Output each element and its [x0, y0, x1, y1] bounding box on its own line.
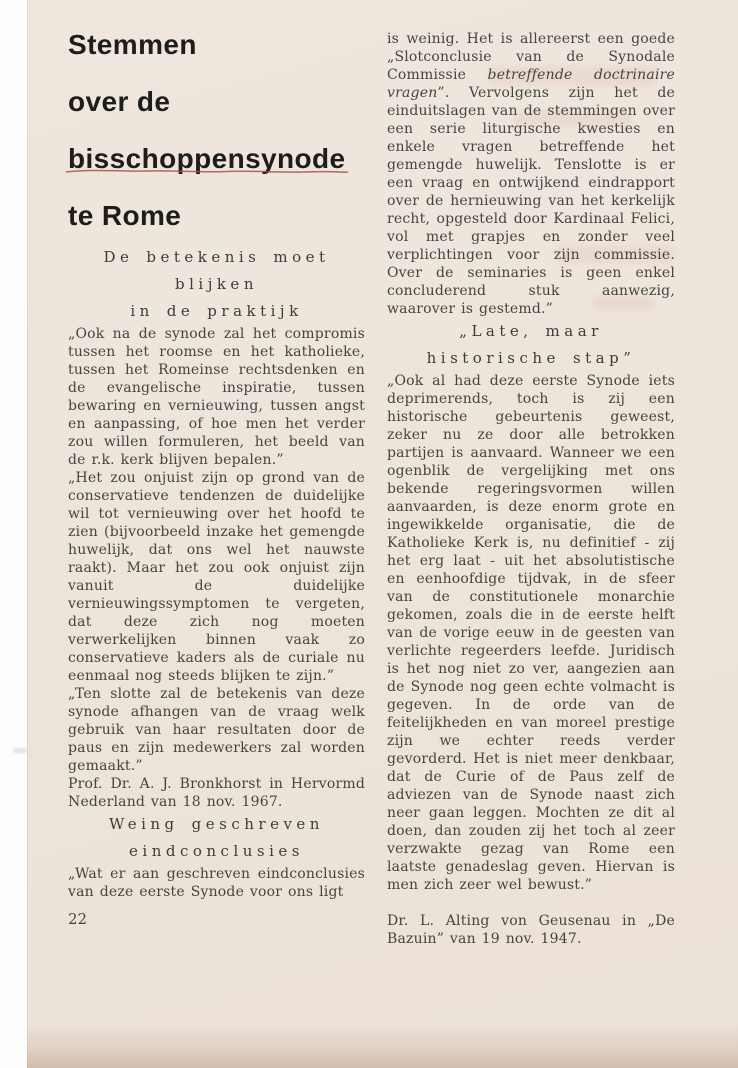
section-heading-line: in de praktijk: [130, 302, 303, 320]
red-underline-mark: [65, 166, 349, 176]
title-line: Stemmen: [68, 29, 197, 60]
right-column: [387, 28, 675, 948]
attribution-bronkhorst: Prof. Dr. A. J. Bronkhorst in Hervormd Nederland van 18 nov. 1967.: [68, 776, 365, 810]
page-surface: [27, 0, 738, 1068]
section-heading-line: eindconclusies: [129, 842, 304, 860]
title-line-underlined: [68, 130, 365, 187]
paragraph: „Ook al had deze eerste Synode iets deprimerends, toch is zij een historische gebeurtenis geweest, zeker nu ze door alle betrokken partijen is aanvaard. Wanneer we een ogenblik de vergelijking met ons bekende regeringsvormen willen aanvaarden, is deze enorm grote en ingewikkelde organisatie, die de Katholieke Kerk is, nu definitief - zij het erg laat - uit het absolutistische en eenhoofdige tijdvak, in de sfeer van de constitutionele monarchie gekomen, zoals die in de eerste helft van de vorige eeuw in de geesten van verlichte regeerders leefde. Juridisch is het nog niet zo ver, aangezien aan de Synode nog geen echte volmacht is gegeven. In de orde van de feitelijkheden en van moreel prestige zijn we echter reeds verder gevorderd. Het is niet meer denkbaar, dat de Curie of de Paus zelf de adviezen van de Synode naast zich neer gaan leggen. Mochten ze dit al doen, dan zouden zij het toch al zeer verzwakte gezag van Rome een laatste genadeslag geven. Hiervan is men zich zeer wel bewust.”: [387, 373, 675, 893]
paragraph-text: ”. Vervolgens zijn het de einduitslagen van de stemmingen over een serie liturgische kwesties en enkele vragen betreffende het gemengde huwelijk. Tenslotte is er een vraag en ontwijkend eindrapport over de hernieuwing van het kerkelijk recht, opgesteld door Kardinaal Felici, vol met grapjes en zonder veel verplichtingen voor zijn commissie. Over de seminaries is geen enkel concluderend stuk aanwezig, waarover is gestemd.”: [387, 85, 675, 317]
italic-phrase: betreffende doctrinaire vragen: [387, 67, 675, 101]
section-heading-line: Weing geschreven: [109, 815, 324, 833]
page-number: 22: [68, 910, 88, 928]
title-line: bisschoppensynode: [68, 143, 346, 174]
section-heading-eindconclusies: [68, 811, 365, 865]
title-line: te Rome: [68, 200, 182, 231]
attribution-geusenau: Dr. L. Alting von Geusenau in „De Bazuin” van 19 nov. 1947.: [387, 913, 675, 947]
section-heading-line: De betekenis moet blijken: [103, 248, 330, 293]
section-heading-betekenis: [68, 244, 365, 325]
section-heading-line: historische stap”: [426, 349, 636, 367]
section-heading-line: „Late, maar: [459, 322, 603, 340]
scan-speck: [13, 748, 27, 753]
paragraph: „Wat er aan geschreven eindconclusies van deze eerste Synode voor ons ligt: [68, 866, 365, 900]
paragraph-continuation: [387, 30, 675, 318]
paragraph: „Ook na de synode zal het compromis tussen het roomse en het katholieke, tussen het Romeinse rechtsdenken en de evangelische inspiratie, tussen bewaring en vernieuwing, tussen angst en aanpassing, of hoe men het verder zou willen formuleren, het beeld van de r.k. kerk blijven bepalen.”: [68, 326, 365, 468]
two-column-layout: [27, 0, 738, 948]
page-bottom-shadow: [27, 1024, 738, 1068]
paragraph-text: is weinig. Het is allereerst een goede „Slotconclusie van de Synodale Commissie: [387, 31, 675, 83]
article-title: [68, 16, 365, 244]
paragraph: „Ten slotte zal de betekenis van deze synode afhangen van de vraag welk gebruik van haar resultaten door de paus en zijn medewerkers zal worden gemaakt.”: [68, 686, 365, 774]
title-line: over de: [68, 86, 171, 117]
section-heading-late-maar: [387, 318, 675, 372]
paragraph: „Het zou onjuist zijn op grond van de conservatieve tendenzen de duidelijke wil tot vernieuwing over het hoofd te zien (bijvoorbeeld inzake het gemengde huwelijk, dat ons wel het nauwste raakt). Maar het zou ook onjuist zijn vanuit de duidelijke vernieuwingssymptomen te vergeten, dat deze zich nog moeten verwerkelijken binnen vaak zo conservatieve kaders als de curiale nu eenmaal nog steeds blijken te zijn.”: [68, 470, 365, 684]
left-column: [68, 28, 365, 948]
